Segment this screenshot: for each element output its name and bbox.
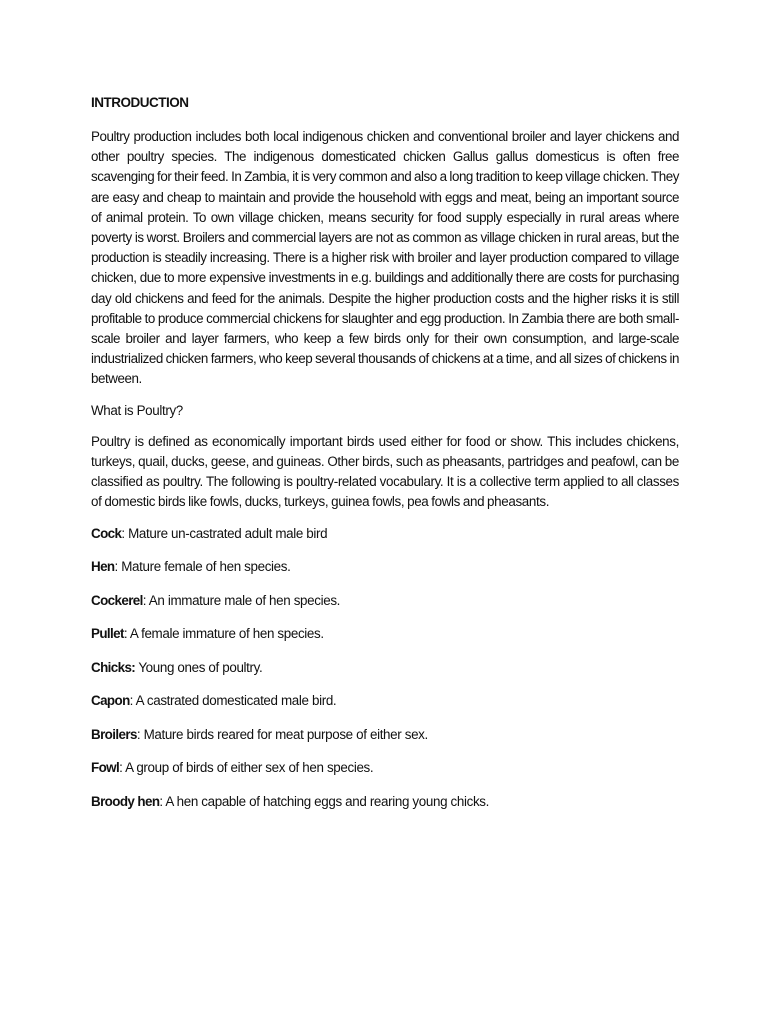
term-item: [91, 691, 679, 711]
term-word: Broody hen: [91, 793, 160, 809]
term-separator: :: [119, 760, 126, 776]
definition-paragraph: Poultry is defined as economically important birds used either for food or show. This includes chickens, turkeys, quail, ducks, geese, and guineas. Other birds, such as pheasants, partridges and peafowl, can be classified as poultry. The following is poultry-related vocabulary. It is a collective term applied to all classes of domestic birds like fowls, ducks, turkeys, guinea fowls, pea fowls and pheasants.: [91, 433, 679, 510]
section-heading: INTRODUCTION: [91, 95, 189, 110]
term-separator: :: [129, 693, 136, 709]
term-item: [91, 624, 679, 644]
term-word: Hen: [91, 559, 115, 575]
term-word: Broilers: [91, 726, 137, 742]
term-item: [91, 725, 679, 745]
term-definition: A group of birds of either sex of hen species.: [125, 760, 374, 776]
term-word: Cockerel: [91, 592, 143, 608]
term-definition: A female immature of hen species.: [129, 626, 324, 642]
term-separator: :: [114, 559, 122, 575]
term-word: Chicks:: [91, 659, 136, 675]
term-definition: Mature un-castrated adult male bird: [128, 525, 328, 541]
document-page: [91, 94, 679, 825]
term-definition: Mature birds reared for meat purpose of either sex.: [143, 726, 428, 742]
term-separator: :: [159, 793, 166, 809]
term-separator: :: [123, 626, 130, 642]
term-item: [91, 758, 679, 778]
term-word: Fowl: [91, 760, 120, 776]
term-word: Pullet: [91, 626, 124, 642]
term-word: Cock: [91, 525, 122, 541]
term-item: [91, 524, 679, 544]
term-separator: :: [142, 592, 149, 608]
term-separator: :: [121, 525, 129, 541]
question-heading: What is Poultry?: [91, 402, 183, 418]
term-definition: Young ones of poultry.: [138, 659, 263, 675]
term-word: Capon: [91, 693, 130, 709]
term-item: [91, 591, 679, 611]
vocabulary-list: [91, 524, 679, 812]
term-definition: An immature male of hen species.: [148, 592, 341, 608]
intro-paragraph: Poultry production includes both local indigenous chicken and conventional broiler and layer chickens and other poultry species. The indigenous domesticated chicken Gallus gallus domesticus is often free scavenging for their feed. In Zambia, it is very common and also a long tradition to keep village chicken. They are easy and cheap to maintain and provide the household with eggs and meat, being an important source of animal protein. To own village chicken, means security for food supply especially in rural areas where poverty is worst. Broilers and commercial layers are not as common as village chicken in rural areas, but the production is steadily increasing. There is a higher risk with broiler and layer production compared to village chicken, due to more expensive investments in e.g. buildings and additionally there are costs for purchasing day old chickens and feed for the animals. Despite the higher production costs and the higher risks it is still profitable to produce commercial chickens for slaughter and egg production. In Zambia there are both small-scale broiler and layer farmers, who keep a few birds only for their own consumption, and large-scale industrialized chicken farmers, who keep several thousands of chickens at a time, and all sizes of chickens in between.: [91, 129, 679, 387]
term-item: [91, 557, 679, 577]
term-item: [91, 792, 679, 812]
term-definition: A castrated domesticated male bird.: [135, 693, 337, 709]
term-definition: A hen capable of hatching eggs and rearing young chicks.: [165, 793, 490, 809]
term-separator: :: [136, 726, 144, 742]
term-definition: Mature female of hen species.: [121, 559, 291, 575]
term-item: [91, 658, 679, 678]
